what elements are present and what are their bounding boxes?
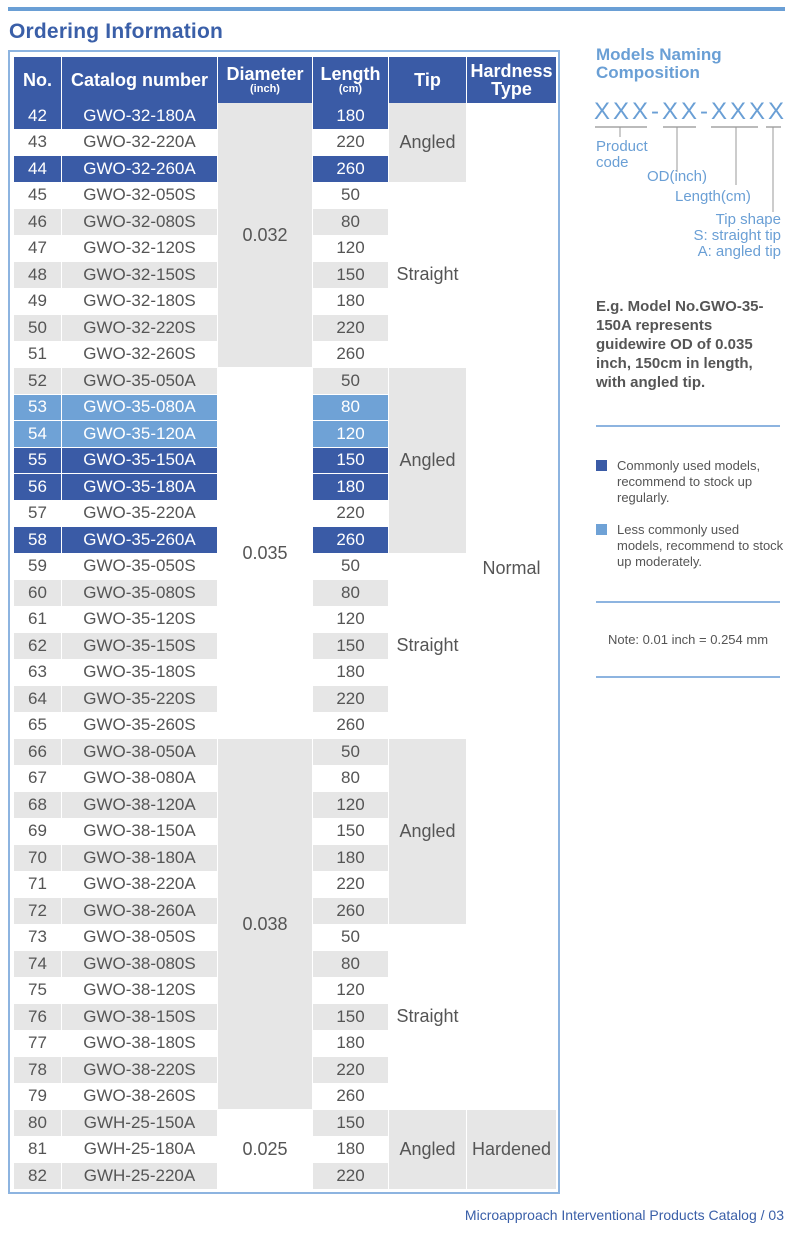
cell-catalog: GWO-32-050S (62, 183, 218, 210)
cell-catalog: GWO-35-150A (62, 448, 218, 475)
header-length-label: Length (320, 64, 381, 84)
cell-no: 69 (14, 819, 62, 846)
label-angled-tip: A: angled tip (697, 243, 781, 260)
cell-length: 180 (313, 845, 389, 872)
cell-catalog: GWO-32-120S (62, 236, 218, 263)
cell-no: 76 (14, 1004, 62, 1031)
header-catalog: Catalog number (62, 57, 218, 103)
cell-no: 52 (14, 368, 62, 395)
cell-no: 59 (14, 554, 62, 581)
cell-no: 43 (14, 130, 62, 157)
legend-common-text: Commonly used models, recommend to stock up regularly. (617, 458, 761, 505)
header-hardness: Hardness Type (467, 57, 557, 103)
cell-length: 220 (313, 1163, 389, 1190)
legend-less-swatch (596, 524, 607, 535)
cell-catalog: GWH-25-150A (62, 1110, 218, 1137)
cell-length: 50 (313, 739, 389, 766)
cell-no: 42 (14, 103, 62, 130)
cell-no: 63 (14, 660, 62, 687)
cell-catalog: GWH-25-180A (62, 1137, 218, 1164)
cell-length: 120 (313, 607, 389, 634)
cell-length: 150 (313, 1004, 389, 1031)
divider (596, 676, 780, 678)
cell-length: 180 (313, 103, 389, 130)
cell-catalog: GWO-38-180S (62, 1031, 218, 1058)
cell-length: 120 (313, 978, 389, 1005)
cell-catalog: GWO-38-150S (62, 1004, 218, 1031)
cell-no: 79 (14, 1084, 62, 1111)
naming-diagram-lines (0, 0, 800, 270)
cell-length: 260 (313, 713, 389, 740)
cell-tip: Angled (389, 739, 467, 925)
naming-title-line1: Models Naming (596, 45, 722, 64)
cell-length: 150 (313, 819, 389, 846)
cell-catalog: GWO-38-220S (62, 1057, 218, 1084)
cell-length: 220 (313, 130, 389, 157)
page-title: Ordering Information (9, 20, 223, 43)
cell-catalog: GWO-32-260S (62, 342, 218, 369)
cell-catalog: GWO-32-220S (62, 315, 218, 342)
cell-length: 260 (313, 1084, 389, 1111)
cell-catalog: GWO-38-050S (62, 925, 218, 952)
cell-length: 260 (313, 527, 389, 554)
cell-no: 70 (14, 845, 62, 872)
cell-no: 74 (14, 951, 62, 978)
cell-no: 58 (14, 527, 62, 554)
cell-no: 67 (14, 766, 62, 793)
cell-catalog: GWO-35-080S (62, 580, 218, 607)
cell-catalog: GWO-35-180S (62, 660, 218, 687)
cell-length: 80 (313, 766, 389, 793)
cell-catalog: GWO-35-260S (62, 713, 218, 740)
cell-catalog: GWO-35-260A (62, 527, 218, 554)
cell-catalog: GWH-25-220A (62, 1163, 218, 1190)
label-straight-tip: S: straight tip (693, 227, 781, 244)
cell-length: 150 (313, 448, 389, 475)
cell-length: 150 (313, 633, 389, 660)
cell-hardness: Hardened (467, 1110, 557, 1190)
cell-catalog: GWO-35-050S (62, 554, 218, 581)
cell-no: 45 (14, 183, 62, 210)
cell-diameter: 0.038 (218, 739, 313, 1110)
cell-tip: Straight (389, 554, 467, 740)
cell-catalog: GWO-38-120A (62, 792, 218, 819)
cell-length: 80 (313, 395, 389, 422)
label-tip-shape (693, 212, 781, 260)
cell-no: 68 (14, 792, 62, 819)
cell-catalog: GWO-32-180A (62, 103, 218, 130)
cell-no: 60 (14, 580, 62, 607)
cell-length: 80 (313, 209, 389, 236)
cell-length: 180 (313, 474, 389, 501)
cell-catalog: GWO-38-180A (62, 845, 218, 872)
cell-no: 62 (14, 633, 62, 660)
cell-no: 73 (14, 925, 62, 952)
cell-length: 120 (313, 421, 389, 448)
cell-no: 53 (14, 395, 62, 422)
cell-catalog: GWO-38-080S (62, 951, 218, 978)
cell-catalog: GWO-35-220S (62, 686, 218, 713)
cell-no: 78 (14, 1057, 62, 1084)
cell-length: 80 (313, 951, 389, 978)
cell-length: 220 (313, 1057, 389, 1084)
cell-no: 82 (14, 1163, 62, 1190)
cell-tip: Angled (389, 103, 467, 183)
cell-diameter: 0.025 (218, 1110, 313, 1190)
cell-diameter: 0.032 (218, 103, 313, 368)
cell-catalog: GWO-32-220A (62, 130, 218, 157)
header-diameter-unit: (inch) (250, 83, 280, 95)
cell-catalog: GWO-35-120A (62, 421, 218, 448)
cell-catalog: GWO-32-150S (62, 262, 218, 289)
cell-length: 150 (313, 262, 389, 289)
cell-no: 51 (14, 342, 62, 369)
cell-length: 120 (313, 236, 389, 263)
cell-length: 260 (313, 898, 389, 925)
cell-catalog: GWO-38-220A (62, 872, 218, 899)
cell-catalog: GWO-35-150S (62, 633, 218, 660)
cell-catalog: GWO-35-220A (62, 501, 218, 528)
cell-no: 72 (14, 898, 62, 925)
cell-no: 48 (14, 262, 62, 289)
unit-note: Note: 0.01 inch = 0.254 mm (607, 632, 769, 647)
legend-common-swatch (596, 460, 607, 471)
cell-no: 46 (14, 209, 62, 236)
cell-catalog: GWO-38-260A (62, 898, 218, 925)
table-row (14, 1110, 557, 1137)
cell-hardness: Normal (467, 103, 557, 1110)
cell-no: 61 (14, 607, 62, 634)
cell-no: 65 (14, 713, 62, 740)
cell-diameter: 0.035 (218, 368, 313, 739)
footer-text: Microapproach Interventional Products Catalog / 03 (464, 1207, 784, 1223)
label-product-code-2: code (596, 154, 629, 171)
cell-no: 81 (14, 1137, 62, 1164)
cell-length: 50 (313, 368, 389, 395)
cell-tip: Angled (389, 1110, 467, 1190)
cell-catalog: GWO-35-050A (62, 368, 218, 395)
cell-length: 180 (313, 289, 389, 316)
cell-length: 50 (313, 183, 389, 210)
cell-no: 64 (14, 686, 62, 713)
cell-length: 150 (313, 1110, 389, 1137)
cell-length: 180 (313, 1137, 389, 1164)
divider (596, 425, 780, 427)
cell-catalog: GWO-35-120S (62, 607, 218, 634)
cell-catalog: GWO-32-180S (62, 289, 218, 316)
cell-length: 220 (313, 501, 389, 528)
cell-catalog: GWO-35-080A (62, 395, 218, 422)
cell-length: 260 (313, 342, 389, 369)
cell-tip: Straight (389, 183, 467, 369)
cell-no: 50 (14, 315, 62, 342)
cell-length: 120 (313, 792, 389, 819)
cell-length: 180 (313, 1031, 389, 1058)
cell-catalog: GWO-38-080A (62, 766, 218, 793)
cell-length: 50 (313, 925, 389, 952)
cell-no: 55 (14, 448, 62, 475)
label-product-code-1: Product (596, 138, 648, 155)
header-diameter-label: Diameter (226, 64, 304, 84)
legend-less-text: Less commonly used models, recommend to stock up moderately. (617, 522, 784, 569)
cell-no: 71 (14, 872, 62, 899)
cell-no: 80 (14, 1110, 62, 1137)
naming-pattern: XXX-XX-XXXX (594, 98, 788, 125)
header-length-unit: (cm) (338, 83, 363, 95)
cell-length: 180 (313, 660, 389, 687)
cell-catalog: GWO-38-150A (62, 819, 218, 846)
cell-no: 66 (14, 739, 62, 766)
cell-no: 44 (14, 156, 62, 183)
cell-catalog: GWO-38-120S (62, 978, 218, 1005)
cell-no: 77 (14, 1031, 62, 1058)
label-product-code (596, 139, 648, 171)
label-length: Length(cm) (675, 188, 751, 205)
cell-no: 49 (14, 289, 62, 316)
cell-catalog: GWO-38-050A (62, 739, 218, 766)
cell-length: 220 (313, 686, 389, 713)
cell-length: 50 (313, 554, 389, 581)
header-tip: Tip (389, 57, 467, 103)
cell-no: 47 (14, 236, 62, 263)
cell-tip: Angled (389, 368, 467, 554)
cell-catalog: GWO-32-260A (62, 156, 218, 183)
cell-catalog: GWO-32-080S (62, 209, 218, 236)
cell-length: 220 (313, 315, 389, 342)
cell-tip: Straight (389, 925, 467, 1111)
example-text: E.g. Model No.GWO-35-150A represents guidewire OD of 0.035 inch, 150cm in length, with angled tip. (596, 298, 764, 391)
cell-length: 80 (313, 580, 389, 607)
cell-no: 75 (14, 978, 62, 1005)
label-tip-shape-title: Tip shape (715, 211, 781, 228)
cell-catalog: GWO-38-260S (62, 1084, 218, 1111)
label-od: OD(inch) (647, 168, 708, 185)
cell-catalog: GWO-35-180A (62, 474, 218, 501)
cell-length: 260 (313, 156, 389, 183)
cell-length: 220 (313, 872, 389, 899)
cell-no: 57 (14, 501, 62, 528)
cell-no: 54 (14, 421, 62, 448)
divider (596, 601, 780, 603)
cell-no: 56 (14, 474, 62, 501)
naming-title-line2: Composition (596, 63, 700, 82)
header-no: No. (14, 57, 62, 103)
